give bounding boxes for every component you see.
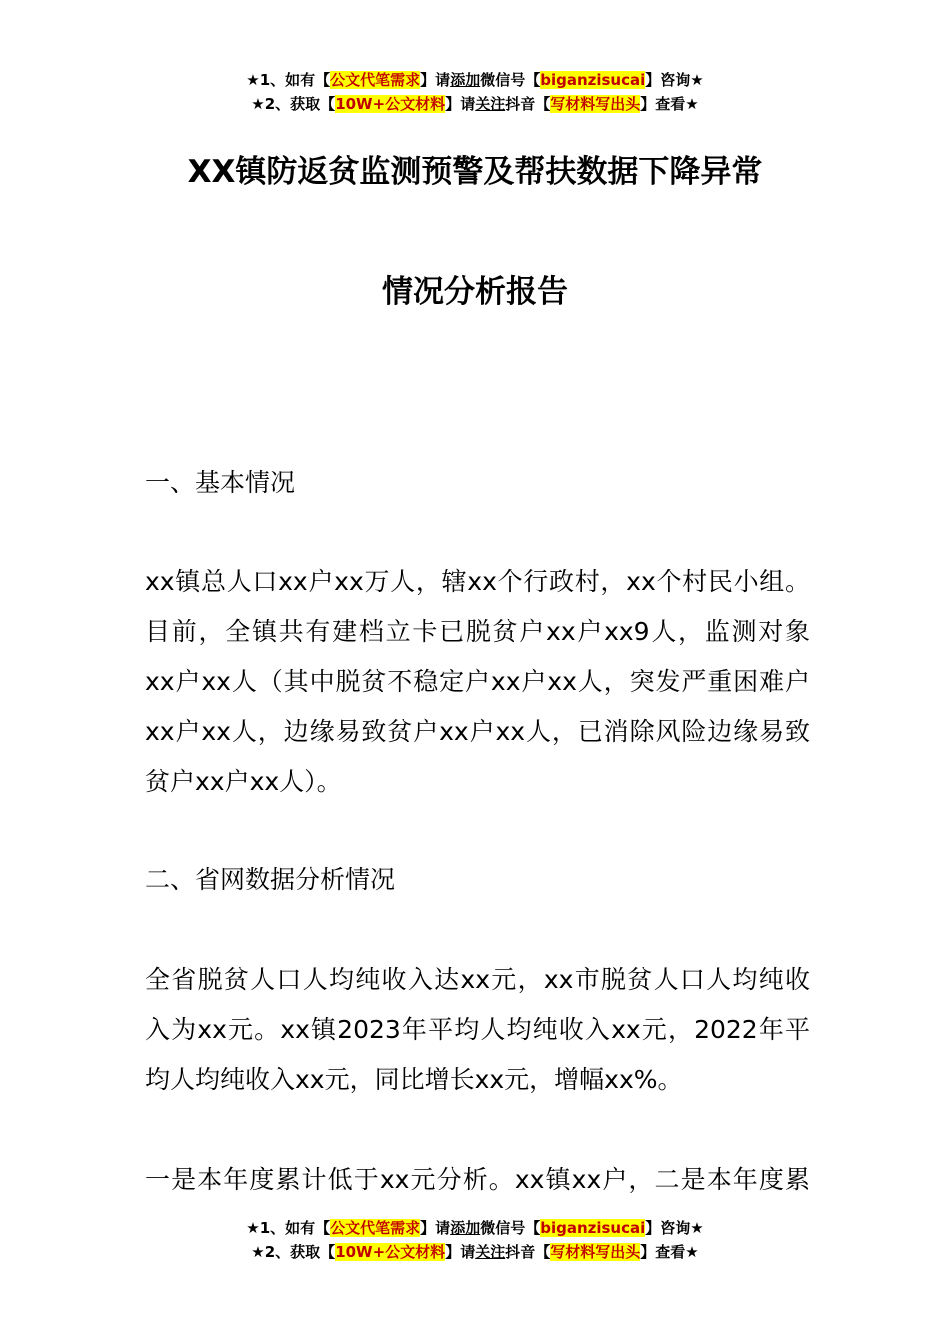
banner-highlight: 10W+公文材料 [335, 1243, 446, 1261]
banner-highlight: 公文代笔需求 [330, 1219, 421, 1237]
banner-underlined: 添加 [450, 1219, 481, 1237]
banner-text: ★1、如有【 [246, 1219, 331, 1237]
banner-line-2 [0, 92, 950, 116]
banner-text: 】请 [445, 95, 476, 113]
banner-line-2 [0, 1240, 950, 1264]
section1-paragraph [145, 557, 810, 807]
banner-text: 微信号【 [480, 71, 541, 89]
banner-highlight: 写材料写出头 [550, 1243, 641, 1261]
banner-text: 】咨询★ [645, 71, 704, 89]
banner-text: 抖音【 [505, 95, 551, 113]
paragraph-line: xx户xx人（其中脱贫不稳定户xx户xx人，突发严重困难户 [145, 667, 810, 696]
banner-text: 】请 [420, 1219, 451, 1237]
banner-line-1 [0, 68, 950, 92]
banner-highlight: 公文代笔需求 [330, 71, 421, 89]
banner-text: ★1、如有【 [246, 71, 331, 89]
document-title-line-1: XX镇防返贫监测预警及帮扶数据下降异常 [187, 154, 763, 190]
banner-text: 微信号【 [480, 1219, 541, 1237]
paragraph-line: xx户xx人，边缘易致贫户xx户xx人，已消除风险边缘易致 [145, 717, 810, 746]
banner-text: 】查看★ [640, 95, 699, 113]
banner-text: 】咨询★ [645, 1219, 704, 1237]
banner-highlight: 写材料写出头 [550, 95, 641, 113]
banner-highlight: 10W+公文材料 [335, 95, 446, 113]
banner-text: 】请 [420, 71, 451, 89]
banner-underlined: 添加 [450, 71, 481, 89]
footer-banner [0, 1216, 950, 1264]
banner-text: ★2、获取【 [251, 95, 336, 113]
header-banner [0, 68, 950, 116]
paragraph-line: 全省脱贫人口人均纯收入达xx元，xx市脱贫人口人均纯收 [145, 965, 810, 994]
banner-text: 】请 [445, 1243, 476, 1261]
section3-paragraph [145, 1155, 810, 1205]
banner-line-1 [0, 1216, 950, 1240]
banner-text: 】查看★ [640, 1243, 699, 1261]
banner-highlight: biganzisucai [540, 1219, 646, 1237]
paragraph-line: 入为xx元。xx镇2023年平均人均纯收入xx元，2022年平 [145, 1015, 810, 1044]
section-heading-provincial-data: 二、省网数据分析情况 [145, 865, 396, 894]
paragraph-line: 均人均纯收入xx元，同比增长xx元，增幅xx%。 [145, 1065, 683, 1094]
banner-highlight: biganzisucai [540, 71, 646, 89]
paragraph-line: 一是本年度累计低于xx元分析。xx镇xx户，二是本年度累 [145, 1165, 810, 1194]
banner-underlined: 关注 [475, 1243, 506, 1261]
section-heading-basic-situation: 一、基本情况 [145, 468, 296, 497]
document-title-line-2: 情况分析报告 [382, 274, 568, 310]
banner-underlined: 关注 [475, 95, 506, 113]
paragraph-line: 目前，全镇共有建档立卡已脱贫户xx户xx9人，监测对象 [145, 617, 810, 646]
paragraph-line: 贫户xx户xx人）。 [145, 767, 342, 796]
banner-text: 抖音【 [505, 1243, 551, 1261]
banner-text: ★2、获取【 [251, 1243, 336, 1261]
paragraph-line: xx镇总人口xx户xx万人，辖xx个行政村，xx个村民小组。 [145, 567, 810, 596]
section2-paragraph [145, 955, 810, 1105]
